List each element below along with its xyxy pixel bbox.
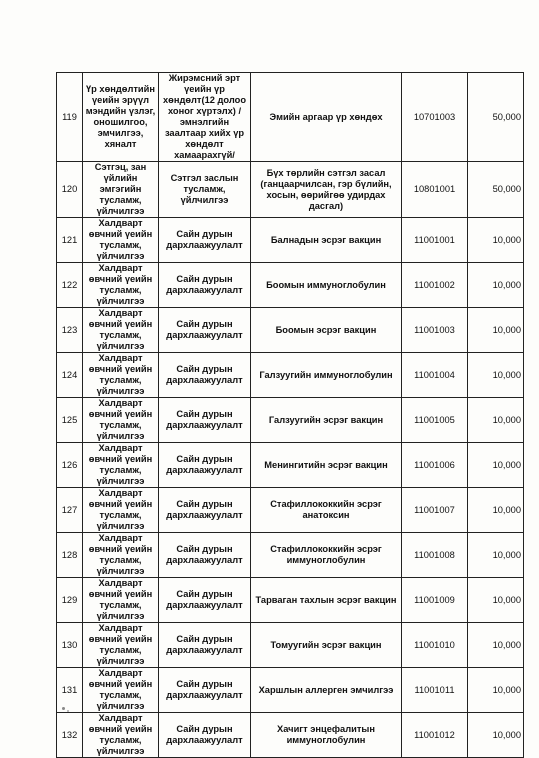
service-name: Боомын эсрэг вакцин xyxy=(251,308,402,353)
service-name: Балнадын эсрэг вакцин xyxy=(251,218,402,263)
service-price: 10,000 xyxy=(468,218,524,263)
table-row xyxy=(57,353,524,398)
service-name: Эмийн аргаар үр хөндөх xyxy=(251,73,402,162)
row-number: 123 xyxy=(57,308,83,353)
row-number: 121 xyxy=(57,218,83,263)
service-code: 11001011 xyxy=(402,668,468,713)
service-name: Харшлын аллерген эмчилгээ xyxy=(251,668,402,713)
service-subcategory: Сайн дурын дархлаажуулалт xyxy=(159,353,251,398)
service-subcategory: Сайн дурын дархлаажуулалт xyxy=(159,488,251,533)
service-category: Халдварт өвчний үеийн тусламж, үйлчилгээ xyxy=(83,353,159,398)
service-name: Галзуугийн эсрэг вакцин xyxy=(251,398,402,443)
service-price: 10,000 xyxy=(468,263,524,308)
service-name: Бүх төрлийн сэтгэл засал (ганцаарчилсан, гэр бүлийн, хосын, өөрийгөө удирдах дасгал) xyxy=(251,162,402,218)
row-number: 131 xyxy=(57,668,83,713)
row-number: 130 xyxy=(57,623,83,668)
service-price: 10,000 xyxy=(468,398,524,443)
service-price: 50,000 xyxy=(468,162,524,218)
service-name: Боомын иммуноглобулин xyxy=(251,263,402,308)
service-subcategory: Сайн дурын дархлаажуулалт xyxy=(159,443,251,488)
service-category: Халдварт өвчний үеийн тусламж, үйлчилгээ xyxy=(83,443,159,488)
service-subcategory: Сэтгэл заслын тусламж, үйлчилгээ xyxy=(159,162,251,218)
service-code: 11001007 xyxy=(402,488,468,533)
service-price: 10,000 xyxy=(468,443,524,488)
service-code: 11001004 xyxy=(402,353,468,398)
service-subcategory: Сайн дурын дархлаажуулалт xyxy=(159,713,251,758)
row-number: 124 xyxy=(57,353,83,398)
service-subcategory: Сайн дурын дархлаажуулалт xyxy=(159,533,251,578)
service-category: Сэтгэц, зан үйлийн эмгэгийн тусламж, үйлчилгээ xyxy=(83,162,159,218)
service-category: Халдварт өвчний үеийн тусламж, үйлчилгээ xyxy=(83,398,159,443)
service-price: 50,000 xyxy=(468,73,524,162)
service-price: 10,000 xyxy=(468,713,524,758)
service-name: Стафиллококкийн эсрэг анатоксин xyxy=(251,488,402,533)
table-row xyxy=(57,218,524,263)
table-row xyxy=(57,263,524,308)
table-row xyxy=(57,443,524,488)
service-code: 11001005 xyxy=(402,398,468,443)
service-code: 11001006 xyxy=(402,443,468,488)
row-number: 119 xyxy=(57,73,83,162)
row-number: 125 xyxy=(57,398,83,443)
service-price: 10,000 xyxy=(468,308,524,353)
service-code: 11001012 xyxy=(402,713,468,758)
service-price: 10,000 xyxy=(468,353,524,398)
services-price-table xyxy=(56,72,524,758)
service-name: Стафиллококкийн эсрэг иммуноглобулин xyxy=(251,533,402,578)
table-row xyxy=(57,578,524,623)
service-category: Халдварт өвчний үеийн тусламж, үйлчилгээ xyxy=(83,623,159,668)
scan-speck xyxy=(62,707,65,710)
table-row xyxy=(57,73,524,162)
row-number: 128 xyxy=(57,533,83,578)
service-price: 10,000 xyxy=(468,533,524,578)
service-subcategory: Сайн дурын дархлаажуулалт xyxy=(159,623,251,668)
row-number: 122 xyxy=(57,263,83,308)
row-number: 132 xyxy=(57,713,83,758)
service-subcategory: Сайн дурын дархлаажуулалт xyxy=(159,308,251,353)
service-subcategory: Сайн дурын дархлаажуулалт xyxy=(159,398,251,443)
service-subcategory: Сайн дурын дархлаажуулалт xyxy=(159,578,251,623)
service-code: 11001001 xyxy=(402,218,468,263)
service-subcategory: Сайн дурын дархлаажуулалт xyxy=(159,263,251,308)
service-category: Халдварт өвчний үеийн тусламж, үйлчилгээ xyxy=(83,488,159,533)
service-category: Халдварт өвчний үеийн тусламж, үйлчилгээ xyxy=(83,218,159,263)
service-code: 11001002 xyxy=(402,263,468,308)
service-name: Менингитийн эсрэг вакцин xyxy=(251,443,402,488)
table-row xyxy=(57,398,524,443)
table-row xyxy=(57,623,524,668)
row-number: 120 xyxy=(57,162,83,218)
service-category: Халдварт өвчний үеийн тусламж, үйлчилгээ xyxy=(83,308,159,353)
service-category: Халдварт өвчний үеийн тусламж, үйлчилгээ xyxy=(83,533,159,578)
service-price: 10,000 xyxy=(468,578,524,623)
table-row xyxy=(57,308,524,353)
service-code: 11001008 xyxy=(402,533,468,578)
service-price: 10,000 xyxy=(468,668,524,713)
service-price: 10,000 xyxy=(468,623,524,668)
row-number: 129 xyxy=(57,578,83,623)
service-code: 11001009 xyxy=(402,578,468,623)
table-row xyxy=(57,488,524,533)
service-category: Халдварт өвчний үеийн тусламж, үйлчилгээ xyxy=(83,263,159,308)
row-number: 127 xyxy=(57,488,83,533)
service-subcategory: Сайн дурын дархлаажуулалт xyxy=(159,218,251,263)
table-row xyxy=(57,162,524,218)
service-code: 10701003 xyxy=(402,73,468,162)
service-category: Халдварт өвчний үеийн тусламж, үйлчилгээ xyxy=(83,668,159,713)
service-subcategory: Жирэмсний эрт үеийн үр хөндөлт(12 долоо хоног хүртэлх) /эмнэлгийн заалтаар хийх үр хөндөлт хамаарахгүй/ xyxy=(159,73,251,162)
table-row xyxy=(57,533,524,578)
table-row xyxy=(57,668,524,713)
service-code: 11001010 xyxy=(402,623,468,668)
service-name: Галзуугийн иммуноглобулин xyxy=(251,353,402,398)
service-name: Тарваган тахлын эсрэг вакцин xyxy=(251,578,402,623)
service-price: 10,000 xyxy=(468,488,524,533)
table-row xyxy=(57,713,524,758)
service-name: Хачигт энцефалитын иммуноглобулин xyxy=(251,713,402,758)
service-subcategory: Сайн дурын дархлаажуулалт xyxy=(159,668,251,713)
service-code: 11001003 xyxy=(402,308,468,353)
service-category: Үр хөндөлтийн үеийн эрүүл мэндийн үзлэг, оношилгоо, эмчилгээ, хяналт xyxy=(83,73,159,162)
row-number: 126 xyxy=(57,443,83,488)
scan-speck xyxy=(67,710,69,712)
service-code: 10801001 xyxy=(402,162,468,218)
service-category: Халдварт өвчний үеийн тусламж, үйлчилгээ xyxy=(83,578,159,623)
service-category: Халдварт өвчний үеийн тусламж, үйлчилгээ xyxy=(83,713,159,758)
service-name: Томуугийн эсрэг вакцин xyxy=(251,623,402,668)
